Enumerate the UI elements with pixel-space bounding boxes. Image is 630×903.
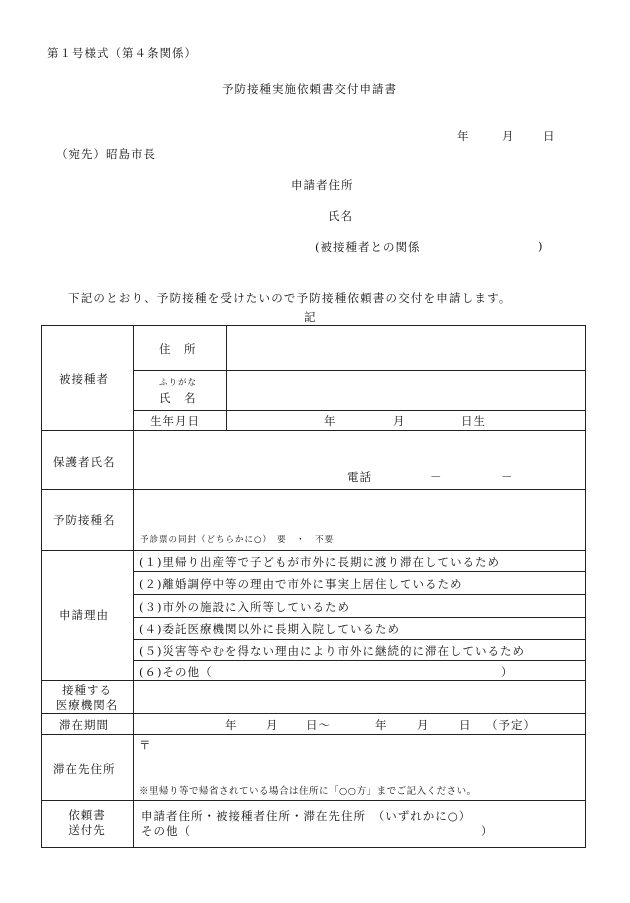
relation-open: (被接種者との関係 <box>315 240 421 254</box>
reason-option[interactable]: (３)市外の施設に入所等しているため <box>139 600 350 614</box>
addressee: （宛先）昭島市長 <box>56 147 156 161</box>
destination-options[interactable]: 申請者住所・被接種者住所・滞在先住所 （いずれかに○） <box>141 809 472 823</box>
subject-name-field[interactable] <box>227 371 585 410</box>
form-number: 第１号様式（第４条関係） <box>47 46 197 60</box>
furigana-label: ふりがな <box>159 378 198 388</box>
period-start-day: 日～ <box>306 718 331 732</box>
destination-other-open[interactable]: その他（ <box>141 824 191 838</box>
reason-option[interactable]: (２)離婚調停中等の理由で市外に事実上居住しているため <box>139 577 463 591</box>
period-end-month: 月 <box>417 718 430 732</box>
birth-day: 日生 <box>461 414 486 428</box>
institution-field[interactable] <box>134 681 585 713</box>
period-end-day: 日 <box>459 718 472 732</box>
reason-other-close: ） <box>501 665 514 679</box>
applicant-address-label: 申請者住所 <box>291 178 354 192</box>
guardian-label: 保護者氏名 <box>53 455 116 469</box>
institution-label-2: 医療機関名 <box>55 698 119 712</box>
reason-option[interactable]: (４)委託医療機関以外に長期入院しているため <box>139 622 400 636</box>
relation-close: ) <box>538 239 544 253</box>
postal-mark: 〒 <box>139 738 152 752</box>
intro-text: 下記のとおり、予防接種を受けたいので予防接種依頼書の交付を申請します。 <box>68 291 512 305</box>
applicant-name-label: 氏名 <box>328 209 353 223</box>
phone-dash-1: － <box>430 470 443 484</box>
address-label: 住 所 <box>159 342 197 356</box>
institution-label-1: 接種する <box>62 683 112 697</box>
birthdate-label: 生年月日 <box>150 414 200 428</box>
destination-other-close: ） <box>481 824 494 838</box>
destination-label-1: 依頼書 <box>68 808 106 822</box>
period-start-month: 月 <box>266 718 279 732</box>
reason-option[interactable]: (１)里帰り出産等で子どもが市外に長期に渡り滞在しているため <box>139 555 500 569</box>
application-form-table <box>41 325 586 848</box>
subject-address-field[interactable] <box>227 326 585 370</box>
date-month: 月 <box>502 129 515 143</box>
reason-option-other[interactable]: (６)その他（ <box>139 665 213 679</box>
date-year: 年 <box>457 129 470 143</box>
reason-label: 申請理由 <box>59 608 109 622</box>
reason-option[interactable]: (５)災害等やむを得ない理由により市外に継続的に滞在しているため <box>139 644 525 658</box>
birth-month: 月 <box>393 414 406 428</box>
phone-dash-2: － <box>501 470 514 484</box>
stay-address-field[interactable] <box>134 735 585 779</box>
document-title: 予防接種実施依頼書交付申請書 <box>222 82 397 96</box>
period-start-year: 年 <box>225 718 238 732</box>
stay-address-label: 滞在先住所 <box>53 762 116 776</box>
phone-label: 電話 <box>347 470 372 484</box>
date-day: 日 <box>543 129 556 143</box>
questionnaire-note: 予診票の同封（どちらかに○） 要 ・ 不要 <box>140 535 335 545</box>
stay-address-note: ※里帰り等で帰省されている場合は住所に「○○方」までご記入ください。 <box>139 786 477 797</box>
birth-year: 年 <box>324 414 337 428</box>
destination-label-2: 送付先 <box>68 823 106 837</box>
vaccine-label: 予防接種名 <box>53 513 116 527</box>
subject-label: 被接種者 <box>59 372 109 386</box>
period-label: 滞在期間 <box>59 718 109 732</box>
period-planned: （予定） <box>486 718 536 732</box>
period-end-year: 年 <box>375 718 388 732</box>
ki-mark: 記 <box>304 310 317 324</box>
name-label: 氏 名 <box>159 391 197 405</box>
vaccine-name-field[interactable] <box>134 490 585 530</box>
